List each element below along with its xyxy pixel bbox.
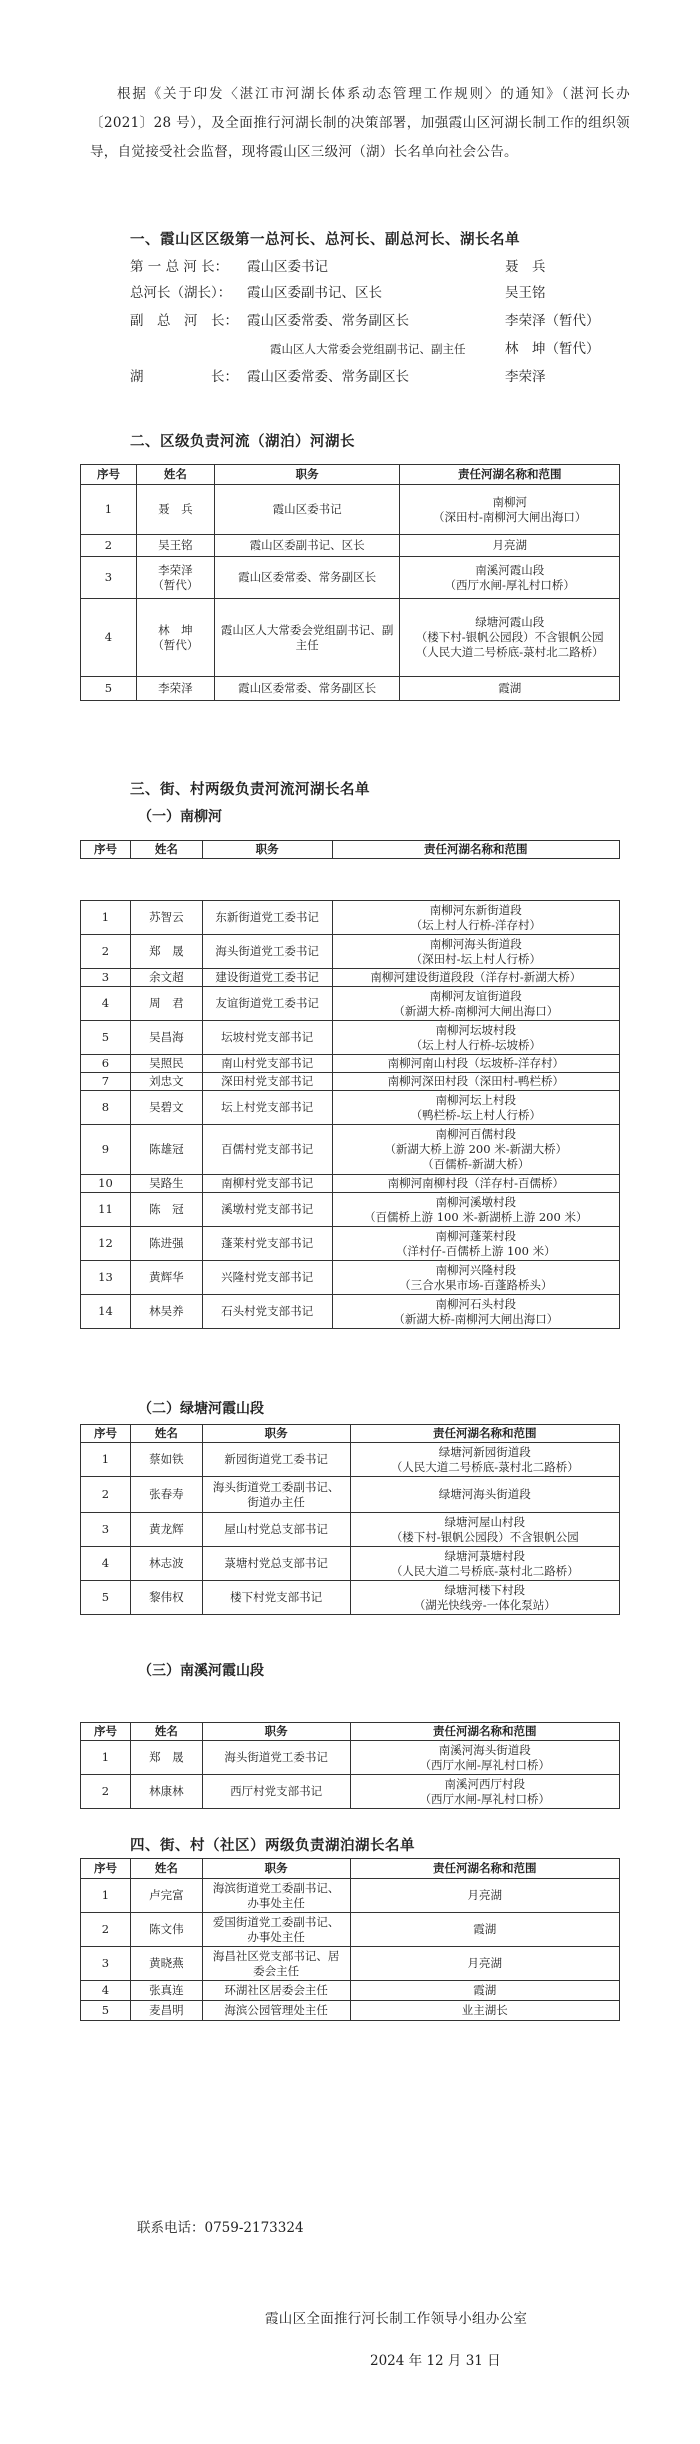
cell-no: 5 bbox=[81, 1021, 131, 1055]
cell-scope: 南溪河海头街道段 （西厅水闸-厚礼村口桥） bbox=[350, 1741, 619, 1775]
cell-position: 东新街道党工委书记 bbox=[202, 901, 332, 935]
cell-scope: 南柳河石头村段 （新湖大桥-南柳河大闸出海口） bbox=[332, 1295, 619, 1329]
cell-no: 13 bbox=[81, 1261, 131, 1295]
cell-position: 海头街道党工委副书记、 街道办主任 bbox=[202, 1477, 350, 1513]
cell-name: 吴王铭 bbox=[136, 535, 214, 557]
cell-scope: 绿塘河新园街道段 （人民大道二号桥底-菉村北二路桥） bbox=[350, 1443, 619, 1477]
section3-heading: 三、街、村两级负责河流河湖长名单 bbox=[130, 781, 370, 798]
cell-name: 李荣泽 （暂代） bbox=[136, 557, 214, 599]
cell-scope: 南柳河兴隆村段 （三合水果市场-百蓬路桥头） bbox=[332, 1261, 619, 1295]
cell-scope: 南柳河坛坡村段 （坛上村人行桥-坛坡桥） bbox=[332, 1021, 619, 1055]
cell-name: 李荣泽 bbox=[136, 677, 214, 701]
table-row bbox=[81, 1091, 620, 1125]
cell-no: 10 bbox=[81, 1175, 131, 1193]
cell-no: 1 bbox=[81, 901, 131, 935]
table-row bbox=[81, 1443, 620, 1477]
cell-no: 1 bbox=[81, 1443, 131, 1477]
cell-no: 2 bbox=[81, 1775, 131, 1809]
cell-scope: 南柳河 （深田村-南柳河大闸出海口） bbox=[400, 485, 620, 535]
section4-heading: 四、街、村（社区）两级负责湖泊湖长名单 bbox=[130, 1837, 415, 1854]
leader-name: 李荣泽（暂代） bbox=[505, 313, 600, 329]
nanliu-table bbox=[80, 900, 620, 1329]
table-row bbox=[81, 1879, 620, 1913]
cell-scope: 南柳河百儒村段 （新湖大桥上游 200 米-新湖大桥） （百儒桥-新湖大桥） bbox=[332, 1125, 619, 1175]
table-row bbox=[81, 1021, 620, 1055]
table-row bbox=[81, 1055, 620, 1073]
leader-role: 副 总 河 长： bbox=[130, 313, 238, 329]
cell-scope: 绿塘河楼下村段 （湖光快线旁-一体化泵站） bbox=[350, 1581, 619, 1615]
leader-name: 林 坤（暂代） bbox=[505, 341, 600, 357]
cell-position: 海头街道党工委书记 bbox=[202, 1741, 350, 1775]
cell-no: 4 bbox=[81, 1981, 131, 2001]
cell-scope: 霞湖 bbox=[400, 677, 620, 701]
cell-no: 7 bbox=[81, 1073, 131, 1091]
cell-scope: 绿塘河菉塘村段 （人民大道二号桥底-菉村北二路桥） bbox=[350, 1547, 619, 1581]
table-row bbox=[81, 987, 620, 1021]
cell-name: 周 君 bbox=[130, 987, 202, 1021]
leader-role: 湖 长： bbox=[130, 369, 238, 385]
cell-no: 4 bbox=[81, 987, 131, 1021]
cell-scope: 南柳河坛上村段 （鸭栏桥-坛上村人行桥） bbox=[332, 1091, 619, 1125]
cell-position: 楼下村党支部书记 bbox=[202, 1581, 350, 1615]
cell-no: 6 bbox=[81, 1055, 131, 1073]
cell-no: 5 bbox=[81, 677, 137, 701]
column-header: 责任河湖名称和范围 bbox=[332, 841, 619, 859]
cell-position: 兴隆村党支部书记 bbox=[202, 1261, 332, 1295]
table-row bbox=[81, 1513, 620, 1547]
cell-scope: 南柳河蓬莱村段 （洋村仔-百儒桥上游 100 米） bbox=[332, 1227, 619, 1261]
lvtang-table bbox=[80, 1424, 620, 1615]
table-row bbox=[81, 2001, 620, 2021]
nanxi-table bbox=[80, 1722, 620, 1809]
table-row bbox=[81, 1477, 620, 1513]
leader-row bbox=[130, 308, 600, 334]
lvtang-subheading: （二）绿塘河霞山段 bbox=[138, 1401, 264, 1417]
cell-position: 屋山村党总支部书记 bbox=[202, 1513, 350, 1547]
column-header: 职务 bbox=[202, 1859, 350, 1879]
cell-name: 郑 晟 bbox=[130, 1741, 202, 1775]
signature-org: 霞山区全面推行河长制工作领导小组办公室 bbox=[265, 2311, 528, 2327]
cell-scope: 月亮湖 bbox=[350, 1947, 619, 1981]
cell-scope: 南溪河霞山段 （西厅水闸-厚礼村口桥） bbox=[400, 557, 620, 599]
cell-position: 环湖社区居委会主任 bbox=[202, 1981, 350, 2001]
cell-name: 林志波 bbox=[130, 1547, 202, 1581]
column-header: 姓名 bbox=[130, 841, 202, 859]
table-row bbox=[81, 1073, 620, 1091]
table-row bbox=[81, 557, 620, 599]
table-row bbox=[81, 485, 620, 535]
cell-no: 4 bbox=[81, 1547, 131, 1581]
cell-position: 石头村党支部书记 bbox=[202, 1295, 332, 1329]
leader-name: 吴王铭 bbox=[505, 285, 546, 301]
cell-position: 溪墩村党支部书记 bbox=[202, 1193, 332, 1227]
table-row bbox=[81, 935, 620, 969]
cell-scope: 南柳河建设街道段段（洋存村-新湖大桥） bbox=[332, 969, 619, 987]
column-header: 姓名 bbox=[136, 465, 214, 485]
column-header: 责任河湖名称和范围 bbox=[350, 1723, 619, 1741]
cell-no: 8 bbox=[81, 1091, 131, 1125]
cell-position: 百儒村党支部书记 bbox=[202, 1125, 332, 1175]
cell-no: 3 bbox=[81, 969, 131, 987]
table-row bbox=[81, 901, 620, 935]
leader-position: 霞山区委书记 bbox=[247, 259, 328, 275]
cell-name: 余文超 bbox=[130, 969, 202, 987]
leader-row bbox=[130, 254, 600, 280]
column-header: 姓名 bbox=[130, 1723, 202, 1741]
cell-name: 麦昌明 bbox=[130, 2001, 202, 2021]
column-header: 姓名 bbox=[130, 1425, 202, 1443]
section1-heading: 一、霞山区区级第一总河长、总河长、副总河长、湖长名单 bbox=[130, 231, 520, 248]
cell-position: 霞山区委副书记、区长 bbox=[214, 535, 400, 557]
column-header: 职务 bbox=[202, 1425, 350, 1443]
table-row bbox=[81, 1295, 620, 1329]
cell-no: 12 bbox=[81, 1227, 131, 1261]
section2-heading: 二、区级负责河流（湖泊）河湖长 bbox=[130, 433, 355, 450]
column-header: 职务 bbox=[214, 465, 400, 485]
cell-position: 霞山区委常委、常务副区长 bbox=[214, 677, 400, 701]
cell-name: 黄龙辉 bbox=[130, 1513, 202, 1547]
leader-role: 总河长（湖长）： bbox=[130, 285, 232, 301]
cell-position: 友谊街道党工委书记 bbox=[202, 987, 332, 1021]
table-row bbox=[81, 599, 620, 677]
cell-position: 海头街道党工委书记 bbox=[202, 935, 332, 969]
cell-scope: 南柳河深田村段（深田村-鸭栏桥） bbox=[332, 1073, 619, 1091]
cell-no: 9 bbox=[81, 1125, 131, 1175]
cell-position: 建设街道党工委书记 bbox=[202, 969, 332, 987]
cell-scope: 霞湖 bbox=[350, 1981, 619, 2001]
column-header: 责任河湖名称和范围 bbox=[350, 1425, 619, 1443]
cell-position: 西厅村党支部书记 bbox=[202, 1775, 350, 1809]
contact-phone: 联系电话：0759-2173324 bbox=[137, 2220, 304, 2236]
cell-name: 聂 兵 bbox=[136, 485, 214, 535]
column-header: 序号 bbox=[81, 841, 131, 859]
cell-no: 2 bbox=[81, 1477, 131, 1513]
cell-name: 林 坤 （暂代） bbox=[136, 599, 214, 677]
cell-name: 蔡如铁 bbox=[130, 1443, 202, 1477]
cell-scope: 月亮湖 bbox=[350, 1879, 619, 1913]
cell-scope: 绿塘河屋山村段 （楼下村-银帆公园段）不含银帆公园 bbox=[350, 1513, 619, 1547]
column-header: 职务 bbox=[202, 841, 332, 859]
leader-role: 第 一 总 河 长： bbox=[130, 259, 229, 275]
cell-scope: 业主湖长 bbox=[350, 2001, 619, 2021]
cell-position: 菉塘村党总支部书记 bbox=[202, 1547, 350, 1581]
leader-position: 霞山区委常委、常务副区长 bbox=[247, 369, 409, 385]
leader-position: 霞山区人大常委会党组副书记、副主任 bbox=[270, 342, 466, 356]
cell-scope: 南溪河西厅村段 （西厅水闸-厚礼村口桥） bbox=[350, 1775, 619, 1809]
table-row bbox=[81, 1227, 620, 1261]
leader-name: 李荣泽 bbox=[505, 369, 546, 385]
cell-no: 2 bbox=[81, 1913, 131, 1947]
leader-name: 聂 兵 bbox=[505, 259, 546, 275]
cell-position: 海滨街道党工委副书记、 办事处主任 bbox=[202, 1879, 350, 1913]
cell-no: 14 bbox=[81, 1295, 131, 1329]
column-header: 序号 bbox=[81, 1425, 131, 1443]
cell-no: 3 bbox=[81, 1513, 131, 1547]
cell-position: 坛上村党支部书记 bbox=[202, 1091, 332, 1125]
cell-position: 霞山区委书记 bbox=[214, 485, 400, 535]
cell-name: 林吴养 bbox=[130, 1295, 202, 1329]
column-header: 序号 bbox=[81, 1859, 131, 1879]
cell-name: 黄辉华 bbox=[130, 1261, 202, 1295]
cell-no: 4 bbox=[81, 599, 137, 677]
cell-no: 5 bbox=[81, 2001, 131, 2021]
cell-name: 黎伟权 bbox=[130, 1581, 202, 1615]
cell-no: 11 bbox=[81, 1193, 131, 1227]
cell-position: 海昌社区党支部书记、居 委会主任 bbox=[202, 1947, 350, 1981]
table-row bbox=[81, 969, 620, 987]
column-header: 序号 bbox=[81, 465, 137, 485]
cell-name: 吴照民 bbox=[130, 1055, 202, 1073]
cell-scope: 南柳河南山村段（坛坡桥-洋存村） bbox=[332, 1055, 619, 1073]
table-row bbox=[81, 1547, 620, 1581]
cell-name: 黄晓燕 bbox=[130, 1947, 202, 1981]
table-row bbox=[81, 1913, 620, 1947]
cell-position: 霞山区委常委、常务副区长 bbox=[214, 557, 400, 599]
cell-position: 蓬莱村党支部书记 bbox=[202, 1227, 332, 1261]
cell-name: 张春寿 bbox=[130, 1477, 202, 1513]
cell-name: 郑 晟 bbox=[130, 935, 202, 969]
lake-table bbox=[80, 1858, 620, 2021]
cell-position: 深田村党支部书记 bbox=[202, 1073, 332, 1091]
table-row bbox=[81, 677, 620, 701]
table-row bbox=[81, 1261, 620, 1295]
district-table bbox=[80, 464, 620, 701]
cell-name: 吴路生 bbox=[130, 1175, 202, 1193]
table-row bbox=[81, 1581, 620, 1615]
cell-name: 卢完富 bbox=[130, 1879, 202, 1913]
leader-position: 霞山区委常委、常务副区长 bbox=[247, 313, 409, 329]
cell-scope: 南柳河溪墩村段 （百儒桥上游 100 米-新湖桥上游 200 米） bbox=[332, 1193, 619, 1227]
cell-no: 1 bbox=[81, 1741, 131, 1775]
cell-position: 海滨公园管理处主任 bbox=[202, 2001, 350, 2021]
table-row bbox=[81, 1775, 620, 1809]
cell-scope: 霞湖 bbox=[350, 1913, 619, 1947]
table-row bbox=[81, 1175, 620, 1193]
cell-scope: 绿塘河海头街道段 bbox=[350, 1477, 619, 1513]
cell-name: 林康林 bbox=[130, 1775, 202, 1809]
cell-no: 1 bbox=[81, 1879, 131, 1913]
cell-scope: 南柳河海头街道段 （深田村-坛上村人行桥） bbox=[332, 935, 619, 969]
column-header: 责任河湖名称和范围 bbox=[350, 1859, 619, 1879]
nanliu-subheading: （一）南柳河 bbox=[138, 809, 222, 825]
cell-name: 吴碧文 bbox=[130, 1091, 202, 1125]
cell-scope: 月亮湖 bbox=[400, 535, 620, 557]
column-header: 姓名 bbox=[130, 1859, 202, 1879]
cell-position: 爱国街道党工委副书记、 办事处主任 bbox=[202, 1913, 350, 1947]
cell-position: 霞山区人大常委会党组副书记、副主任 bbox=[214, 599, 400, 677]
cell-no: 2 bbox=[81, 535, 137, 557]
cell-no: 3 bbox=[81, 557, 137, 599]
table-row bbox=[81, 535, 620, 557]
cell-scope: 南柳河南柳村段（洋存村-百儒桥） bbox=[332, 1175, 619, 1193]
table-row bbox=[81, 1947, 620, 1981]
cell-scope: 南柳河东新街道段 （坛上村人行桥-洋存村） bbox=[332, 901, 619, 935]
cell-position: 南柳村党支部书记 bbox=[202, 1175, 332, 1193]
cell-position: 南山村党支部书记 bbox=[202, 1055, 332, 1073]
cell-name: 陈雄冠 bbox=[130, 1125, 202, 1175]
column-header: 职务 bbox=[202, 1723, 350, 1741]
cell-no: 5 bbox=[81, 1581, 131, 1615]
column-header: 责任河湖名称和范围 bbox=[400, 465, 620, 485]
cell-scope: 绿塘河霞山段 （楼下村-银帆公园段）不含银帆公园 （人民大道二号桥底-菉村北二路桥） bbox=[400, 599, 620, 677]
cell-no: 1 bbox=[81, 485, 137, 535]
intro-paragraph: 根据《关于印发〈湛江市河湖长体系动态管理工作规则〉的通知》（湛河长办〔2021〕28 号），及全面推行河湖长制的决策部署，加强霞山区河湖长制工作的组织领导，自觉接受社会监督，现将霞山区三级河（湖）长名单向社会公告。 bbox=[90, 86, 630, 160]
leader-position: 霞山区委副书记、区长 bbox=[247, 285, 382, 301]
table-row bbox=[81, 1193, 620, 1227]
cell-position: 新园街道党工委书记 bbox=[202, 1443, 350, 1477]
cell-name: 陈进强 bbox=[130, 1227, 202, 1261]
cell-scope: 南柳河友谊街道段 （新湖大桥-南柳河大闸出海口） bbox=[332, 987, 619, 1021]
cell-name: 陈文伟 bbox=[130, 1913, 202, 1947]
nanliu-table-header bbox=[80, 840, 620, 859]
cell-position: 坛坡村党支部书记 bbox=[202, 1021, 332, 1055]
cell-name: 陈 冠 bbox=[130, 1193, 202, 1227]
nanxi-subheading: （三）南溪河霞山段 bbox=[138, 1663, 264, 1679]
cell-name: 刘忠文 bbox=[130, 1073, 202, 1091]
table-row bbox=[81, 1125, 620, 1175]
cell-no: 3 bbox=[81, 1947, 131, 1981]
cell-no: 2 bbox=[81, 935, 131, 969]
cell-name: 苏智云 bbox=[130, 901, 202, 935]
cell-name: 张真连 bbox=[130, 1981, 202, 2001]
leader-row bbox=[130, 364, 600, 390]
leader-row bbox=[130, 336, 600, 362]
cell-name: 吴昌海 bbox=[130, 1021, 202, 1055]
leader-row bbox=[130, 280, 600, 306]
column-header: 序号 bbox=[81, 1723, 131, 1741]
table-row bbox=[81, 1981, 620, 2001]
signature-date: 2024 年 12 月 31 日 bbox=[370, 2353, 501, 2369]
table-row bbox=[81, 1741, 620, 1775]
